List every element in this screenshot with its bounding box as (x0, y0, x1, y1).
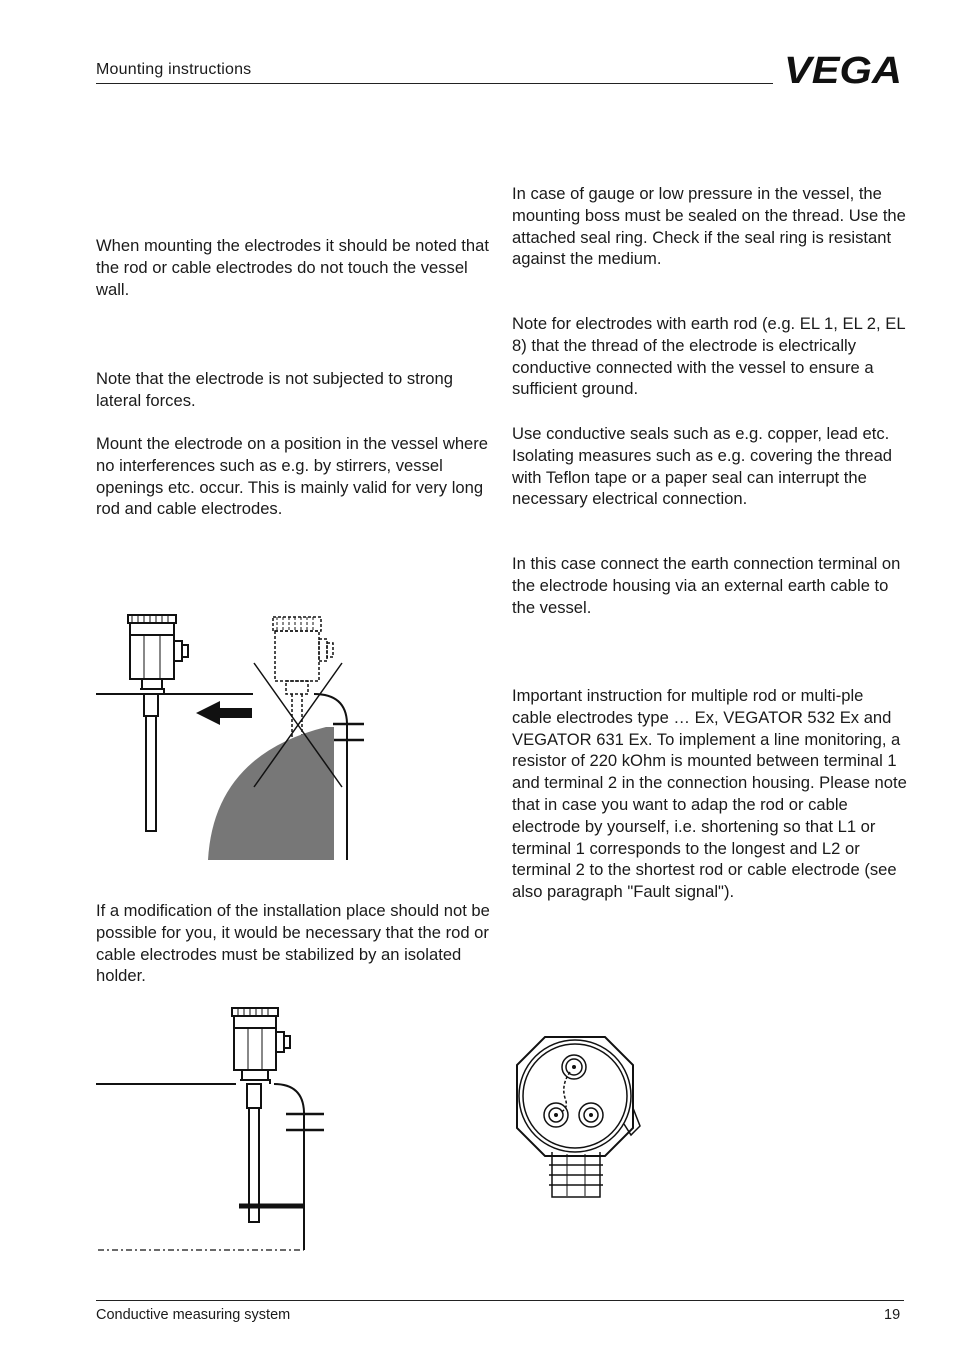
header-rule (96, 83, 773, 84)
connection-housing-illustration (505, 1030, 650, 1205)
left-paragraph-1: When mounting the electrodes it should be noted that the rod or cable electrodes do not touch the vessel wall. (96, 236, 489, 299)
vega-logo-text: VEGA (784, 52, 902, 86)
right-paragraph-1: In case of gauge or low pressure in the vessel, the mounting boss must be sealed on the thread. Use the attached seal ring. Check if the seal ring is resistant against the medium. (512, 184, 906, 269)
footer-document-title: Conductive measuring system (96, 1307, 291, 1323)
right-paragraph-5: Important instruction for multiple rod or multi-ple cable electrodes type … Ex, VEGATOR 532 Ex and VEGATOR 631 Ex. To implement a line monitoring, a resistor of 220 kOhm is mounted between terminal 1 and terminal 2 in the connection housing. Please note that in case you want to adap the rod or cable electrode by yourself, i.e. shortening so that L1 or terminal 1 corresponds to the longest and L2 or terminal 2 to the shortest rod or cable electrode (see also paragraph "Fault signal"). (512, 686, 907, 902)
left-paragraph-4: If a modification of the installation place should not be possible for you, it would be necessary that the rod or cable electrodes must be stabilized by an isolated holder. (96, 901, 490, 986)
left-paragraph-3: Mount the electrode on a position in the vessel where no interferences such as e.g. by stirrers, vessel openings etc. occur. This is mainly valid for very long rod and cable electrodes. (96, 434, 489, 519)
left-paragraph-2: Note that the electrode is not subjected to strong lateral forces. (96, 369, 453, 410)
header-title: Mounting instructions (96, 61, 252, 78)
mounting-position-illustration (96, 605, 366, 865)
page-number: 19 (884, 1307, 901, 1323)
footer-rule (96, 1300, 904, 1301)
isolated-holder-illustration (96, 1000, 336, 1256)
right-paragraph-3: Use conductive seals such as e.g. copper, lead etc. Isolating measures such as e.g. covering the thread with Teflon tape or a paper seal can interrupt the necessary electrical connection. (512, 424, 893, 509)
right-paragraph-2: Note for electrodes with earth rod (e.g. EL 1, EL 2, EL 8) that the thread of the electrode is electrically conductive connected with the vessel to ensure a sufficient ground. (512, 314, 905, 399)
right-paragraph-4: In this case connect the earth connection terminal on the electrode housing via an external earth cable to the vessel. (512, 554, 901, 617)
vega-logo (783, 52, 903, 86)
